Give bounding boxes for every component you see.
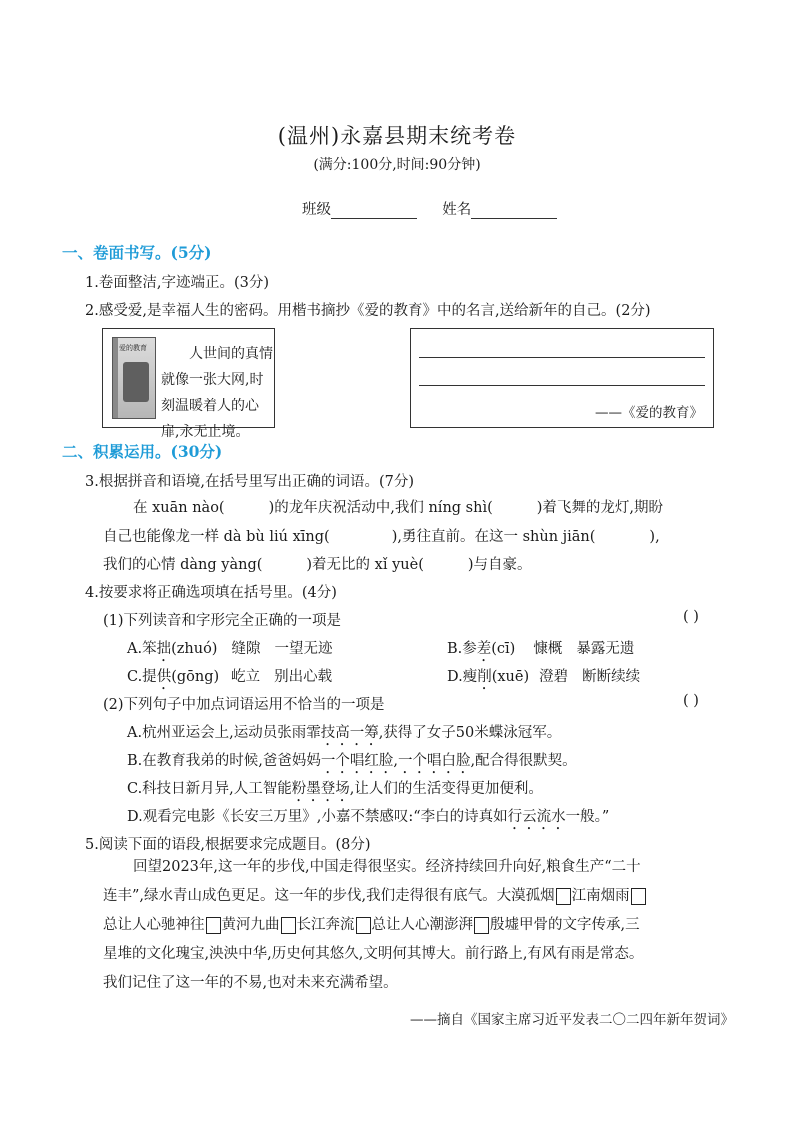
writing-source: ——《爱的教育》 — [595, 405, 703, 421]
passage-line: 我们记住了这一年的不易,也对未来充满希望。 — [103, 975, 398, 991]
question-3: 3.根据拼音和语境,在括号里写出正确的词语。(7分) — [85, 474, 414, 490]
punctuation-box[interactable] — [474, 917, 489, 934]
question-1: 1.卷面整洁,字迹端正。(3分) — [85, 275, 269, 291]
question-2: 2.感受爱,是幸福人生的密码。用楷书摘抄《爱的教育》中的名言,送给新年的自己。(2分) — [85, 303, 651, 319]
student-info-row — [302, 198, 557, 219]
q4-sentence-d: D.观看完电影《长安三万里》,小嘉不禁感叹:“李白的诗真如行云流水一般。” — [127, 809, 610, 825]
q4-option-d: D.瘦削(xuē) 澄碧 断断续续 — [447, 669, 641, 685]
question-4: 4.按要求将正确选项填在括号里。(4分) — [85, 585, 337, 601]
q4-sentence-c: C.科技日新月异,人工智能粉墨登场,让人们的生活变得更加便利。 — [127, 781, 543, 797]
punctuation-box[interactable] — [631, 888, 646, 905]
book-illustration-icon — [123, 362, 149, 402]
passage-source: ——摘自《国家主席习近平发表二〇二四年新年贺词》 — [410, 1012, 734, 1028]
reading-passage — [103, 853, 735, 998]
passage-line: 总让人心驰神往 黄河九曲 长江奔流 总让人心潮澎湃 殷墟甲骨的文字传承,三 — [103, 917, 640, 933]
page-title: (温州)永嘉县期末统考卷 — [277, 124, 517, 148]
q3-line-2: 自己也能像龙一样 dà bù liú xīng( ),勇往直前。在这一 shùn jiān( ), — [103, 529, 660, 545]
q4-sentence-b: B.在教育我弟的时候,爸爸妈妈一个唱红脸,一个唱白脸,配合得很默契。 — [127, 753, 577, 769]
punctuation-box[interactable] — [206, 917, 221, 934]
book-cover-image — [112, 337, 156, 419]
passage-line: 回望2023年,这一年的步伐,中国走得很坚实。经济持续回升向好,粮食生产“二十 — [133, 859, 641, 875]
name-field[interactable] — [471, 204, 557, 219]
class-label: 班级 — [302, 202, 331, 218]
q4-sub-1: (1)下列读音和字形完全正确的一项是 — [103, 613, 342, 629]
section-heading-2: 二、积累运用。(30分) — [62, 442, 223, 461]
q3-line-1: 在 xuān nào( )的龙年庆祝活动中,我们 níng shì( )着飞舞的龙灯,期盼 — [133, 500, 664, 516]
book-title: 爱的教育 — [119, 344, 147, 352]
writing-line[interactable] — [419, 385, 705, 386]
punctuation-box[interactable] — [281, 917, 296, 934]
question-5: 5.阅读下面的语段,根据要求完成题目。(8分) — [85, 837, 371, 853]
q4-option-c: C.提供(gōng) 屹立 别出心载 — [127, 669, 333, 685]
page-subtitle: (满分:100分,时间:90分钟) — [313, 157, 481, 173]
q4-sub-2: (2)下列句子中加点词语运用不恰当的一项是 — [103, 697, 385, 713]
quote-card — [102, 328, 275, 440]
q4-option-a: A.笨拙(zhuó) 缝隙 一望无迹 — [127, 641, 333, 657]
passage-line: 星堆的文化瑰宝,泱泱中华,历史何其悠久,文明何其博大。前行路上,有风有雨是常态。 — [103, 946, 644, 962]
class-field[interactable] — [331, 204, 417, 219]
punctuation-box[interactable] — [556, 888, 571, 905]
punctuation-box[interactable] — [356, 917, 371, 934]
q4-sentence-a: A.杭州亚运会上,运动员张雨霏技高一筹,获得了女子50米蝶泳冠军。 — [127, 725, 562, 741]
q4-sub-2-answer[interactable]: ( ) — [683, 693, 699, 709]
name-label: 姓名 — [442, 202, 472, 218]
q4-option-b: B.参差(cī) 慷概 暴露无遗 — [447, 641, 635, 657]
writing-line[interactable] — [419, 357, 705, 358]
copy-writing-box[interactable] — [410, 328, 714, 428]
passage-line: 连丰”,绿水青山成色更足。这一年的步伐,我们走得很有底气。大漠孤烟 江南烟雨 — [103, 882, 735, 911]
q3-line-3: 我们的心情 dàng yàng( )着无比的 xǐ yuè( )与自豪。 — [103, 557, 532, 573]
section-heading-1: 一、卷面书写。(5分) — [62, 243, 212, 262]
q4-sub-1-answer[interactable]: ( ) — [683, 609, 699, 625]
quote-text: 人世间的真情就像一张大网,时刻温暖着人的心扉,永无止境。 — [161, 346, 273, 440]
book-spine — [113, 338, 118, 418]
